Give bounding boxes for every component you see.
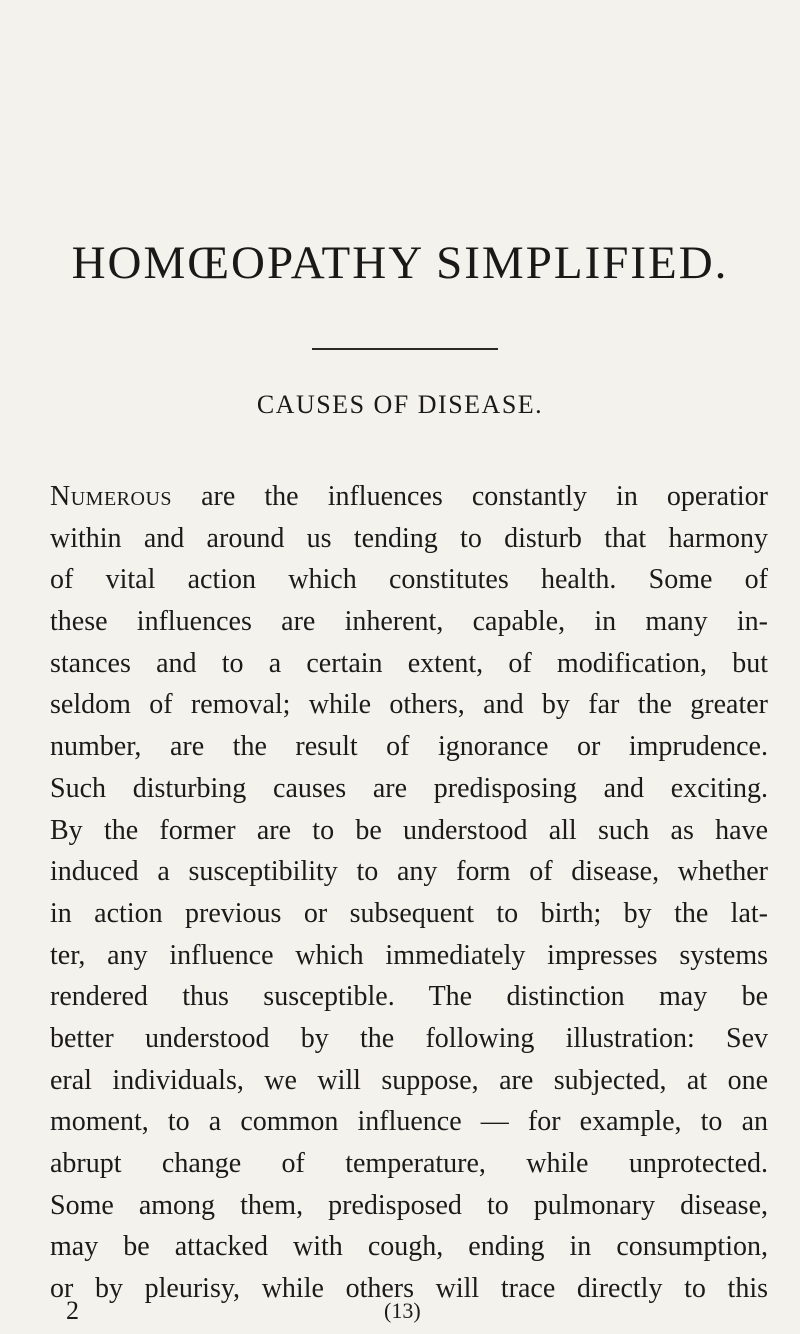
body-line: abrupt change of temperature, while unprotected. [50, 1148, 768, 1179]
body-line: Such disturbing causes are predisposing and exciting. [50, 772, 768, 804]
body-line: in action previous or subsequent to birth; by the lat- [50, 897, 768, 929]
book-title: HOMŒOPATHY SIMPLIFIED. [71, 237, 729, 289]
body-line: number, are the result of ignorance or imprudence. [50, 731, 768, 763]
body-line: rendered thus susceptible. The distinction may be [50, 981, 768, 1013]
body-paragraph [50, 476, 768, 1310]
title-rule [312, 348, 498, 350]
body-line: seldom of removal; while others, and by far the greater [50, 689, 768, 721]
body-line: these influences are inherent, capable, in many in- [50, 606, 768, 638]
page-number: (13) [384, 1298, 421, 1323]
body-line: By the former are to be understood all such as have [50, 814, 768, 846]
body-line: of vital action which constitutes health. Some of [50, 564, 768, 596]
body-line: induced a susceptibility to any form of disease, whether [50, 856, 768, 888]
chapter-heading: CAUSES OF DISEASE. [256, 390, 544, 419]
body-line: better understood by the following illustration: Sev [50, 1022, 768, 1054]
body-line: ter, any influence which immediately impresses systems [50, 939, 768, 971]
first-line-rest: are the influences constantly in operatior [172, 481, 768, 512]
body-line: eral individuals, we will suppose, are subjected, at one [50, 1064, 768, 1096]
body-line: Some among them, predisposed to pulmonary disease, [50, 1189, 768, 1221]
body-line: or by pleurisy, while others will trace directly to this [50, 1273, 768, 1305]
body-line: may be attacked with cough, ending in consumption, [50, 1231, 768, 1263]
body-line [50, 476, 768, 518]
body-line: stances and to a certain extent, of modification, but [50, 647, 768, 679]
lead-word: Numerous [50, 481, 173, 512]
signature-mark: 2 [66, 1296, 79, 1325]
body-line: moment, to a common influence — for example, to an [50, 1106, 768, 1138]
body-line: within and around us tending to disturb that harmony [50, 522, 768, 554]
